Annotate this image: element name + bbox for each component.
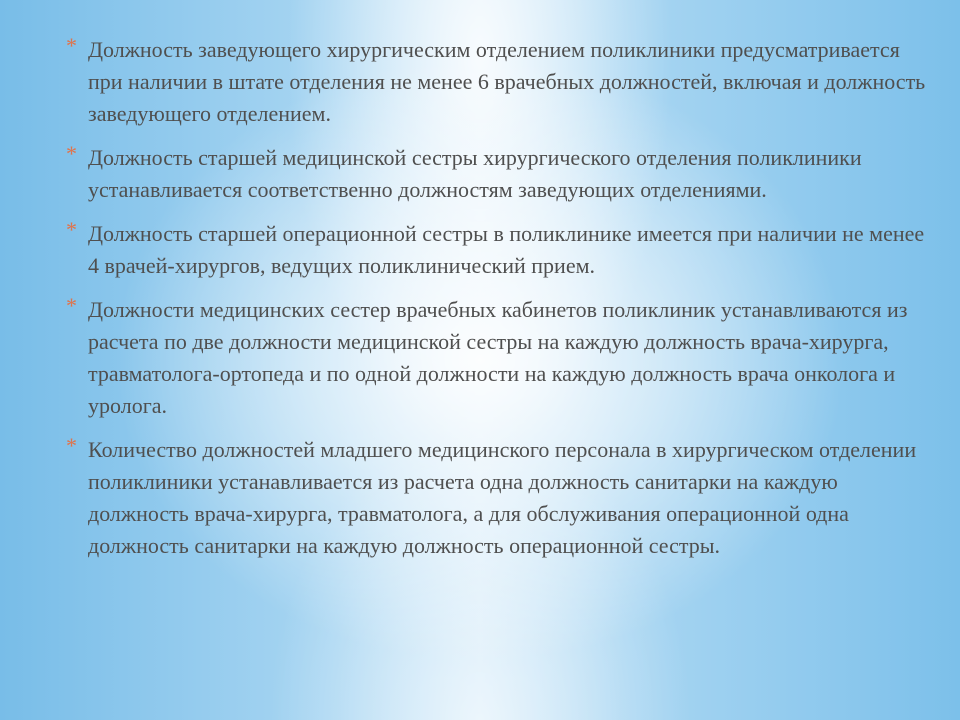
list-item: [66, 34, 926, 130]
bullet-text: Должность старшей операционной сестры в поликлинике имеется при наличии не менее 4 врачей-хирургов, ведущих поликлинический прием.: [88, 221, 925, 278]
bullet-text: Должность заведующего хирургическим отделением поликлиники предусматривается при наличии в штате отделения не менее 6 врачебных должностей, включая и должность заведующего отделением.: [88, 37, 926, 126]
list-item: [66, 218, 926, 282]
asterisk-bullet-icon: *: [66, 217, 77, 242]
bullet-text: Должность старшей медицинской сестры хирургического отделения поликлиники устанавливается соответственно должностям заведующих отделениями.: [88, 145, 862, 202]
bullet-text: Должности медицинских сестер врачебных кабинетов поликлиник устанавливаются из расчета по две должности медицинской сестры на каждую должность врача-хирурга, травматолога-ортопеда и по одной должности на каждую должность врача онколога и уролога.: [88, 297, 908, 418]
asterisk-bullet-icon: *: [66, 141, 77, 166]
list-item: [66, 434, 926, 562]
asterisk-bullet-icon: *: [66, 293, 77, 318]
list-item: [66, 294, 926, 422]
bullet-list: [66, 34, 926, 574]
bullet-text: Количество должностей младшего медицинского персонала в хирургическом отделении поликлиники устанавливается из расчета одна должность санитарки на каждую должность врача-хирурга, травматолога, а для обслуживания операционной одна должность санитарки на каждую должность операционной сестры.: [88, 437, 917, 558]
list-item: [66, 142, 926, 206]
asterisk-bullet-icon: *: [66, 433, 77, 458]
asterisk-bullet-icon: *: [66, 33, 77, 58]
